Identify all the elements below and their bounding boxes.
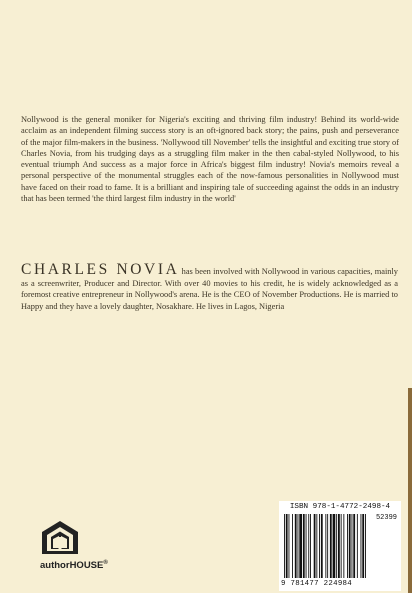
publisher-book-icon (40, 518, 80, 556)
author-name: CHARLES NOVIA (21, 261, 180, 278)
ean-digits: 9 781477 224984 (281, 580, 353, 588)
isbn-barcode (279, 501, 401, 591)
spine-edge (408, 388, 412, 593)
publisher-name-part2: HOUSE (69, 560, 104, 571)
publisher-logo (40, 518, 120, 578)
publisher-name-part1: author (40, 560, 70, 571)
publisher-name (40, 560, 108, 571)
price-code: 52399 (375, 514, 397, 522)
author-bio-text: has been involved with Nollywood in various capacities, mainly as a screenwriter, Producer and Director. With over 40 movies to his credit, he is widely acknowledged as a foremost creative entrepreneur in Nollywood's arena. He is the CEO of November Productions. He is married to Happy and they have a lovely daughter, Nosakhare. He lives in Lagos, Nigeria (21, 267, 398, 311)
book-blurb: Nollywood is the general moniker for Nigeria's exciting and thriving film industry! Behind its world-wide acclaim as an independent filming success story is an oft-ignored back story; the pains, push and perseverance of the major film-makers in the business. 'Nollywood till November' tells the insightful and exciting true story of Charles Novia, from his trudging days as a struggling film maker in the then cabal-styled Nollywood, to his eventual triumph And success as a major force in Africa's biggest film industry! Novia's memoirs reveal a personal perspective of the monumental struggles each of the now-famous personalities in Nollywood must have faced on their road to fame. It is a brilliant and inspiring tale of succeeding against the odds in an industry that has been termed 'the third largest film industry in the world' (21, 115, 399, 204)
isbn-label: ISBN 978-1-4772-2498-4 (289, 503, 391, 511)
author-bio (21, 261, 398, 312)
registered-mark: ® (103, 560, 108, 566)
barcode-bars (284, 514, 396, 580)
